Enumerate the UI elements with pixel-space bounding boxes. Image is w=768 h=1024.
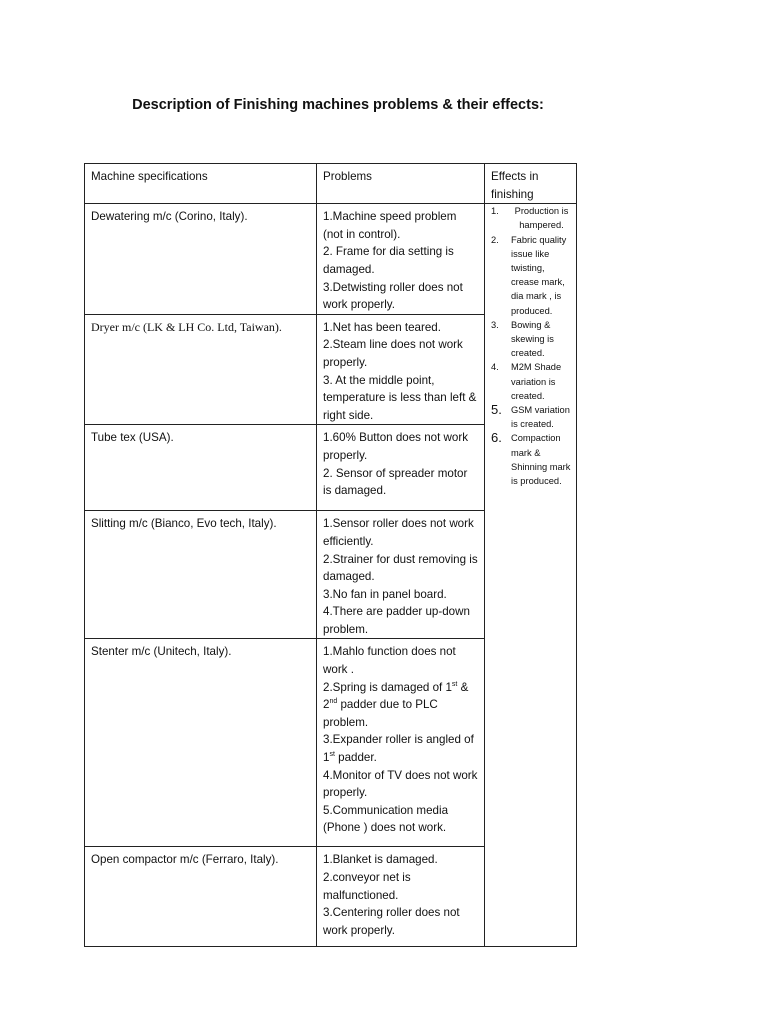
effects-list [491,204,572,488]
effect-number: 2. [491,234,499,245]
problems-list [323,515,478,638]
problem-item: 2. Sensor of spreader motor is damaged. [323,466,468,498]
problem-item: 3.Detwisting roller does not work properly. [323,280,463,312]
problem-item: 4.There are padder up-down problem. [323,605,470,636]
problem-item: 2.Steam line does not work properly. [323,338,463,369]
problems-cell [317,314,485,425]
effect-text: Production is hampered. [514,206,569,231]
problem-item: 2.conveyor net is malfunctioned. [323,871,411,902]
effect-item [491,431,572,488]
machine-cell: Dewatering m/c (Corino, Italy). [85,204,317,315]
problem-item: 2.Strainer for dust removing is damaged. [323,552,478,584]
problems-cell [317,511,485,639]
problem-item: 4.Monitor of TV does not work properly. [323,768,478,800]
effect-item [491,403,572,431]
machine-cell: Stenter m/c (Unitech, Italy). [85,639,317,847]
problem-item: 1.Sensor roller does not work efficiently. [323,517,474,548]
header-problems: Problems [317,164,485,204]
problems-cell [317,639,485,847]
problems-list [323,208,478,314]
problem-item: 3.Centering roller does not work properly. [323,906,460,937]
effects-cell [485,204,577,947]
problems-cell [317,847,485,947]
effect-number: 3. [491,319,499,330]
effect-number: 1. [491,206,499,217]
problem-item: 3.Expander roller is angled of 1st padder. [323,733,474,765]
effect-text: GSM variation is created. [511,405,570,430]
header-effects: Effects in finishing [485,164,577,204]
effect-text: Fabric quality issue like twisting, crease mark, dia mark , is produced. [511,234,567,316]
problem-item: 1.Machine speed problem (not in control). [323,210,457,241]
problems-list [323,319,478,425]
effect-item [491,233,572,318]
table-row [85,204,577,315]
problem-item: 5.Communication media (Phone ) does not work. [323,803,449,835]
machine-cell: Tube tex (USA). [85,425,317,511]
problems-list [323,643,478,837]
problems-list [323,851,478,939]
problem-item: 1.Mahlo function does not work . [323,645,456,677]
effect-item [491,204,572,232]
page-title: Description of Finishing machines problems & their effects: [132,97,544,113]
problem-item: 3. At the middle point, temperature is less than left & right side. [323,373,477,422]
header-machine-specifications: Machine specifications [85,164,317,204]
problem-item: 1.60% Button does not work properly. [323,431,469,462]
table-header-row [85,164,577,204]
machine-cell: Open compactor m/c (Ferraro, Italy). [85,847,317,947]
problem-item: 1.Net has been teared. [323,320,441,334]
effect-text: M2M Shade variation is created. [511,362,562,401]
problem-item: 3.No fan in panel board. [323,587,447,601]
effect-number: 6. [491,430,502,446]
effect-number: 4. [491,362,499,373]
machine-cell: Dryer m/c (LK & LH Co. Ltd, Taiwan). [85,314,317,425]
machine-cell: Slitting m/c (Bianco, Evo tech, Italy). [85,511,317,639]
effect-text: Bowing & skewing is created. [511,319,554,359]
problem-item: 2. Frame for dia setting is damaged. [323,245,454,276]
problem-item: 1.Blanket is damaged. [323,853,438,867]
effect-item [491,360,572,403]
effect-number: 5. [491,402,502,418]
effect-text: Compaction mark & Shinning mark is produced. [511,433,571,487]
effect-item [491,318,572,361]
problems-cell [317,204,485,315]
machine-problems-table [84,163,577,947]
problems-cell [317,425,485,511]
problems-list [323,429,478,499]
problem-item: 2.Spring is damaged of 1st & 2nd padder due to PLC problem. [323,680,469,729]
